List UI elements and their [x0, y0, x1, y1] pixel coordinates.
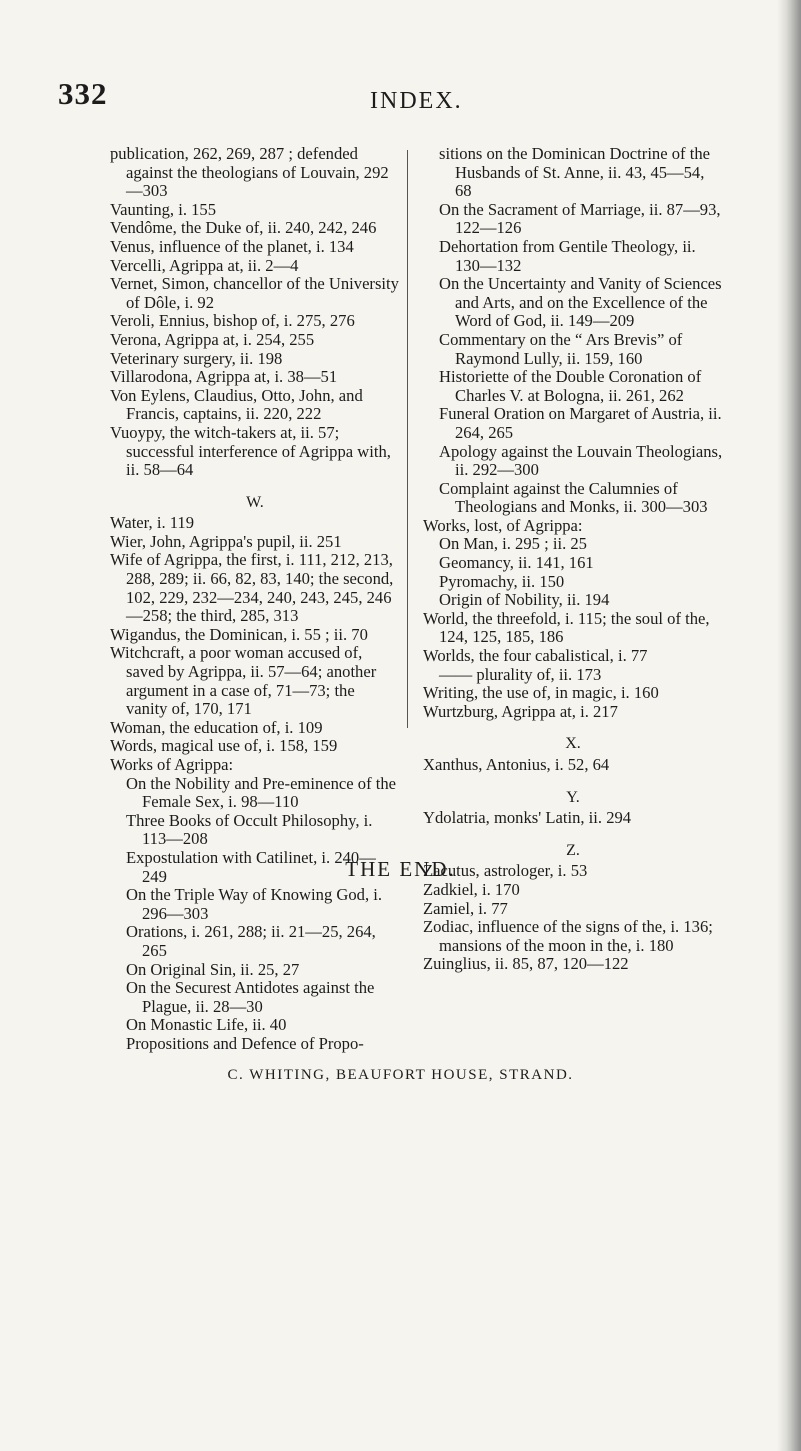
index-entry: Writing, the use of, in magic, i. 160 [423, 683, 659, 703]
index-entry: Vaunting, i. 155 [110, 199, 217, 219]
index-entry: Veterinary surgery, ii. 198 [110, 348, 283, 368]
index-entry: Vercelli, Agrippa at, ii. 2—4 [110, 255, 299, 275]
index-entry: Zamiel, i. 77 [423, 898, 508, 918]
index-entry: Works, lost, of Agrippa: [423, 515, 583, 535]
index-subentry: On the Nobility and Pre-eminence of the Female Sex, i. 98—110 [126, 773, 397, 812]
index-entry: Works of Agrippa: [110, 755, 234, 774]
index-entry: Words, magical use of, i. 158, 159 [110, 736, 338, 756]
index-entry: Wife of Agrippa, the first, i. 111, 212, 213, 288, 289; ii. 66, 82, 83, 140; the second, 102, 229, 232—234, 240, 243, 245, 246—258; the third, 285, 313 [110, 550, 394, 626]
index-subentry: sitions on the Dominican Doctrine of the Husbands of St. Anne, ii. 43, 45—54, 68 [439, 144, 710, 201]
section-letter: Y. [566, 788, 580, 806]
index-entry: Verona, Agrippa at, i. 254, 255 [110, 329, 315, 349]
index-entry: Wier, John, Agrippa's pupil, ii. 251 [110, 531, 342, 551]
index-subentry: Geomancy, ii. 141, 161 [439, 553, 594, 573]
index-entry: Water, i. 119 [110, 513, 195, 533]
section-letter: X. [565, 735, 581, 753]
index-entry: Vuoypy, the witch-takers at, ii. 57; successful interference of Agrippa with, ii. 58—64 [110, 422, 391, 480]
index-entry: Ydolatria, monks' Latin, ii. 294 [423, 808, 632, 828]
index-entry: Venus, influence of the planet, i. 134 [110, 236, 354, 256]
section-letter: W. [246, 493, 264, 511]
index-entry: Villarodona, Agrippa at, i. 38—51 [110, 367, 338, 387]
index-subentry: On Man, i. 295 ; ii. 25 [439, 534, 587, 554]
index-subentry: Expostulation with Catilinet, i. 240—249 [126, 847, 376, 886]
index-subentry: Origin of Nobility, ii. 194 [439, 590, 610, 610]
index-entry: Veroli, Ennius, bishop of, i. 275, 276 [110, 311, 355, 331]
index-entry: World, the threefold, i. 115; the soul of the, 124, 125, 185, 186 [423, 608, 710, 647]
index-subentry: Commentary on the “ Ars Brevis” of Raymond Lully, ii. 159, 160 [439, 329, 683, 368]
index-entry: Wurtzburg, Agrippa at, i. 217 [423, 701, 618, 721]
index-subentry: On Original Sin, ii. 25, 27 [126, 959, 300, 979]
index-subentry: On the Uncertainty and Vanity of Sciences and Arts, and on the Excellence of the Word of God, ii. 149—209 [439, 274, 722, 331]
index-subentry: On Monastic Life, ii. 40 [126, 1015, 287, 1035]
index-subentry: Dehortation from Gentile Theology, ii. 130—132 [439, 236, 696, 275]
index-entry: publication, 262, 269, 287 ; defended against the theologians of Louvain, 292—303 [110, 144, 389, 201]
index-entry: Zacutus, astrologer, i. 53 [423, 861, 588, 881]
index-subentry: —— plurality of, ii. 173 [439, 664, 602, 684]
column-divider [407, 150, 408, 728]
index-subentry: Propositions and Defence of Propo- [126, 1033, 364, 1053]
section-letter: Z. [566, 841, 580, 859]
index-subentry: Orations, i. 261, 288; ii. 21—25, 264, 265 [126, 922, 376, 960]
index-entry: Zadkiel, i. 170 [423, 879, 520, 899]
index-entry: Witchcraft, a poor woman accused of, saved by Agrippa, ii. 57—64; another argument in a case of, 71—73; the vanity of, 170, 171 [110, 643, 377, 719]
index-entry: Worlds, the four cabalistical, i. 77 [423, 646, 648, 666]
index-entry: Vernet, Simon, chancellor of the University of Dôle, i. 92 [110, 274, 399, 312]
index-entry: Woman, the education of, i. 109 [110, 717, 323, 737]
index-subentry: On the Sacrament of Marriage, ii. 87—93, 122—126 [439, 199, 721, 238]
running-head: INDEX. [370, 88, 463, 114]
index-subentry: Pyromachy, ii. 150 [439, 571, 565, 591]
index-column-left [110, 145, 400, 1054]
index-entry: Vendôme, the Duke of, ii. 240, 242, 246 [110, 218, 377, 238]
index-subentry: Three Books of Occult Philosophy, i. 113—208 [126, 810, 373, 849]
index-column-right [423, 145, 723, 974]
the-end-heading: THE END. [345, 857, 456, 881]
page-number: 332 [58, 76, 108, 111]
index-subentry: On the Triple Way of Knowing God, i. 296—303 [126, 885, 383, 923]
index-entry: Xanthus, Antonius, i. 52, 64 [423, 755, 610, 774]
printer-imprint: C. WHITING, BEAUFORT HOUSE, STRAND. [227, 1067, 574, 1083]
index-entry: Von Eylens, Claudius, Otto, John, and Francis, captains, ii. 220, 222 [110, 385, 363, 424]
index-subentry: On the Securest Antidotes against the Plague, ii. 28—30 [126, 978, 375, 1016]
index-subentry: Funeral Oration on Margaret of Austria, ii. 264, 265 [439, 404, 722, 442]
page-edge-shadow [777, 0, 801, 1451]
index-subentry: Complaint against the Calumnies of Theologians and Monks, ii. 300—303 [439, 478, 708, 517]
index-entry: Zuinglius, ii. 85, 87, 120—122 [423, 954, 629, 974]
index-entry: Wigandus, the Dominican, i. 55 ; ii. 70 [110, 624, 368, 644]
index-subentry: Historiette of the Double Coronation of Charles V. at Bologna, ii. 261, 262 [439, 367, 702, 405]
index-entry: Zodiac, influence of the signs of the, i. 136; mansions of the moon in the, i. 180 [423, 917, 713, 955]
index-subentry: Apology against the Louvain Theologians, ii. 292—300 [439, 441, 723, 480]
